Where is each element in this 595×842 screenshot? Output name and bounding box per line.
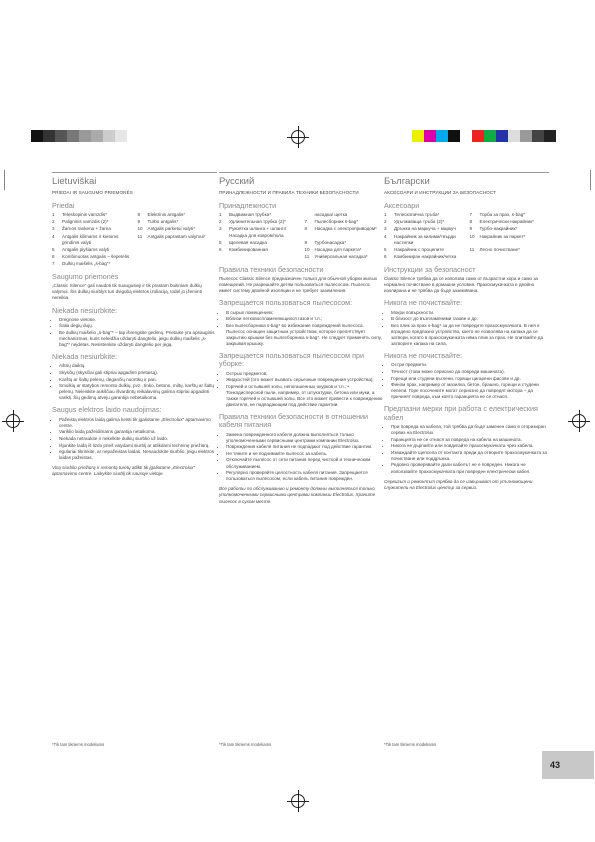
bullet-item: • egulariai tikrinkite, ar nepažeistas laidas. Nenaudokite siurblio, jeigu elektros laidas pažeistas. [59,449,217,461]
gray-swatch [67,130,79,142]
bullet-item: • Гаранцията не се отнася за повреда на кабела на машината. [391,437,549,443]
registration-mark-top-left [6,414,20,428]
color-swatch [532,130,544,142]
bullet-list [219,371,384,409]
accessory-item [138,234,218,246]
accessory-number: 10 [304,246,310,252]
accessory-label: Dulkių maišelis „s-bag“* [62,260,111,266]
accessory-label: Paligninis vamzdis (2)* [62,219,109,225]
accessory-item [305,254,385,260]
accessory-number: 10 [137,226,143,232]
page-number: 43 [542,751,594,779]
accessory-item [52,226,132,232]
crop-line-left [4,170,5,190]
gray-swatch [79,130,91,142]
accessory-label: Antgalis kilimams ir kietoms grindims valyti [62,233,119,245]
accessory-item [384,226,464,232]
accessory-label: Antgalis paprastam valymui* [147,233,206,239]
accessory-label: Комбинированная [229,246,268,252]
accessory-label: Kombinuotas antgalis – šepetėlis [62,253,130,259]
accessory-number: 5 [52,246,55,252]
bullet-item: • Никога не дърпайте или повдигайте прахосмукачката чрез кабела. [391,443,549,449]
closing-text: Все работы по обслуживанию и ремонту должны выполняться только уполномоченными сервисными центрами компании Electrolux. Храните пылесос в сухом месте. [219,486,376,504]
closing-note [52,465,217,477]
color-swatch [544,130,556,142]
bullet-item: • В сырых помещениях; [226,310,384,316]
bullet-item: • При повреда на кабела, той трябва да бъде заменен само в оторизиран сервиз на Electrolux. [391,424,549,436]
accessory-label: Лесно почистване* [479,246,520,252]
color-swatch [508,130,520,142]
accessory-number: 7 [304,219,308,225]
accessory-number [138,254,144,260]
accessory-label: Торба за прах, s-bag* [479,212,526,218]
column-russian [219,172,384,507]
accessory-item [384,219,464,225]
bullet-item: • Регулярно проверяйте целостность кабеля питания. Запрещается пользоваться пылесосом, если кабель питания поврежден. [226,470,384,482]
bullet-item: • Вблизи легковоспламеняющихся газов и т.п.; [226,316,384,322]
color-swatch [448,130,460,142]
bullet-item: • Karštų ar šaltų pelenų, degančių nuorūkų ir pan. [59,377,217,383]
column-subtitle: ПРИНАДЛЕЖНОСТИ И ПРАВИЛА ТЕХНИКИ БЕЗОПАСНОСТИ [219,190,359,195]
accessories-list [384,212,549,261]
bullet-item: • В близост до възпламеними газове и др. [391,316,549,322]
accessory-number: 8 [469,219,473,225]
accessory-number: 1 [384,212,387,218]
bullet-list [219,432,384,483]
bullet-item: • Замена поврежденного кабеля должна выполняться только уполномоченными сервисными центрами компании Electrolux. [226,432,384,444]
bullet-item: • Variklio laidą pažeidimams garantija netaikoma. [59,429,217,435]
accessory-item [138,247,218,253]
bullet-item: • Drėgnose vietose. [59,317,217,323]
accessory-item [305,226,385,238]
bullet-item: • Остри предмети. [391,362,549,368]
section-text: Пылесос Classic Silence предназначен только для обычной уборки жилых помещений. Не разрешайте детям пользоваться пылесосом. Пылесос имеет систему двойной изоляции и не требует заземления. [219,276,378,294]
accessory-number: 6 [384,253,387,259]
bullet-item: • Горячей и остывшей золы, непогашенных окурков и т.п.; • Тонкодисперсной пыли, например, от штукатурки, бетона или муки, а также горячей и остывшей золы. Все это может привести к повреждению двигателя, не подпадающим под действие гарантии. [226,384,384,408]
accessories-heading: Priedai [52,201,75,211]
accessory-number: 11 [137,233,143,239]
accessories-list [219,212,384,261]
accessory-number: 3 [52,226,55,232]
accessory-number: 11 [469,246,475,252]
accessory-number: 11 [304,253,310,259]
column-subtitle: PRIEDAI IR SAUGUMO PRIEMONĖS [52,190,133,195]
bullet-item: • Горещи или студени въглени, горящи цигарени фасове и др. [391,376,549,382]
accessory-item [219,240,299,246]
bullet-list [52,417,217,462]
accessory-item [138,219,218,225]
accessories-list [52,212,217,268]
footnote-russian: *Tik tam tikriems modeliams [219,742,272,747]
section-heading: Правила техники безопасности [219,264,324,274]
gray-swatch [55,130,67,142]
bullet-item: • Мокри повърхности. [391,310,549,316]
bullet-list [52,363,217,401]
accessory-item [470,219,550,225]
accessory-number: 1 [52,212,55,218]
accessory-number: 5 [384,246,387,252]
bullet-item: • Повреждения кабеля питания не подпадают под действие гарантии. [226,444,384,450]
accessory-label: Удължаваща тръба (2)* [394,219,445,225]
accessory-item [384,247,464,253]
bullet-item: • Šalia degių dujų. [59,323,217,329]
gray-swatch [31,130,43,142]
color-swatch [484,130,496,142]
section-heading: Niekada nesiurbkite: [52,305,118,315]
accessory-item [305,212,385,218]
accessory-label: Выдвижная трубка* [229,212,272,218]
footnote-lithuanian: *Tik tam tikriems modeliams [52,742,105,747]
accessory-item [138,212,218,218]
accessory-item [219,226,299,238]
accessory-number: 1 [219,212,222,218]
accessory-number: 4 [52,233,55,239]
closing-text: Сервизът и ремонтът трябва да се извършват от упълномощени служители на Electrolux център за сервиз. [384,478,533,490]
accessory-label: Teleskopinis vamzdis* [62,212,107,218]
registration-mark-right [572,414,586,428]
accessory-item [470,212,550,218]
accessory-item [52,261,132,267]
accessory-number: 5 [219,239,222,245]
bullet-item: • Редовно проверявайте дали кабелът не е повреден. Никога не използвайте прахосмукачката при повреден електрически кабел. [391,462,549,474]
closing-note [384,479,549,491]
bullet-item: • Острых предметов; [226,371,384,377]
accessory-label: Универсальная насадка* [314,253,368,259]
accessory-item [219,254,299,260]
column-lithuanian [52,172,217,480]
column-bulgarian [384,172,549,493]
section-heading: Инструкции за безопасност [384,264,476,274]
bullet-list [384,310,549,348]
accessory-item [52,234,132,246]
accessory-item [384,212,464,218]
gray-swatch [115,130,127,142]
accessory-label: Пылесборник s-bag* [314,219,359,225]
accessory-item [138,226,218,232]
bullet-item: • Smulkių ar statybos remonto dulkių, pvz., tinko, betono, miltų, karštų ar šaltų pelenų. Neleiskite aukščiau išvardintų reikalavimų galima stipriai apgadinti variklį. Šių gedimų atveju garantija nebetaikoma. [59,383,217,401]
accessory-label: Накрайник с процепите [394,246,444,252]
accessory-number: 9 [469,226,473,232]
accessory-number [138,261,144,267]
column-title: Русский [219,172,384,187]
accessory-label: Elektrinis antgalis* [147,212,186,218]
accessory-item [470,234,550,246]
accessory-number: 6 [52,253,55,259]
column-title: Български [384,172,549,187]
accessory-item [138,254,218,260]
color-swatch [436,130,448,142]
color-swatch [472,130,484,142]
accessory-label: Antgalis parketui valyti* [147,226,195,232]
accessory-item [470,254,550,260]
bullet-item: • Фином прах, например от мазилка, бетон, брашно, горещи и студени пепели. Горе посочените могат сериозно да повредят мотора – да причинят повреда, към която гаранцията не се отнася. [391,382,549,400]
closing-note [219,486,384,504]
bullet-list [52,317,217,348]
accessory-item [138,261,218,267]
section-heading: Saugumo priemonės [52,272,119,282]
bullet-item: • Niekada netraukite ir nekelkite dulkių siurblio už laido. [59,436,217,442]
closing-text: Visą siurblio priežiūrą ir remontą turėtų atlikti tik įgaliotame „Electrolux“ aptarnavimo centre. Laikykite siurblį tik sausoje vietoje. [52,465,195,477]
accessory-item [470,247,550,253]
color-swatch [520,130,532,142]
accessory-label: Turbo antgalis* [147,219,179,225]
accessory-item [219,219,299,225]
bullet-item: • Без плик за прах s-bag* за да не повредите прахосмукачката. В нея е вградено предпазно устройство, което не позволява на капака да се затвори, когато в прахосмукачката няма плик за прах. Не опитвайте да затворите капака на сила. [391,323,549,347]
accessory-item [305,247,385,253]
accessory-item [219,247,299,253]
color-bar [412,130,556,142]
grayscale-bar [31,130,127,142]
accessory-item [52,219,132,225]
accessory-label: Турбонасадка* [314,239,347,245]
accessory-number [138,247,144,253]
bullet-item: • Skysčių (skysčiai gali stipriai apgadinti prietaisą). [59,370,217,376]
color-swatch [496,130,508,142]
accessory-label: Комбиниран накрайник/четка [394,253,457,259]
section-heading: Niekada nesiurbkite: [52,352,118,362]
accessory-item [52,254,132,260]
accessory-item [470,226,550,232]
bullet-item: • Išjunkite laidą iš lizdo prieš valydami siurblį ar atlikdami techninę priežiūrą. [59,443,217,449]
accessory-number [470,254,476,260]
accessory-number: 4 [384,233,387,239]
registration-mark-bottom-center [291,794,305,808]
bullet-list [384,424,549,475]
accessory-label: Щелевая насадка [229,239,267,245]
accessory-number: 2 [384,219,387,225]
section-text: Classic Silence трябва да се използва само от възрастни хора и само за нормално почистване в домашни условия. Прахосмукачката е двойно изолирана и не трябва да бъде заземявана. [384,276,538,294]
accessory-item [384,254,464,260]
section-heading: Никога не почиствайте: [384,298,463,308]
accessory-number: 10 [469,233,475,239]
registration-mark-top-center [291,130,305,144]
footnote-bulgarian: *Tik tam tikriems modeliams [384,742,437,747]
bullet-item: • Отключайте пылесос от сети питания перед чисткой и техническим обслуживанием. [226,457,384,469]
bullet-item: • Не тяните и не поднимайте пылесос за кабель. [226,451,384,457]
accessory-label: Телескопична тръба* [394,212,440,218]
color-swatch [460,130,472,142]
accessory-label: Насадка с электроприводом* [314,226,377,232]
section-heading: Запрещается пользоваться пылесосом при уборке: [219,351,365,369]
gray-swatch [91,130,103,142]
bullet-item: • Течност (това може сериозно да повреди машината). [391,369,549,375]
crop-line-right [590,170,591,190]
bullet-item: • Без пылесборника s-bag* во избежание повреждений пылесоса. Пылесос оснащен защитным устройством, которое препятствует закрытию крышки без пылесборника s-bag*. Не следует применять силу, закрывая крышку. [226,323,384,347]
accessories-heading: Принадлежности [219,201,277,211]
bullet-item: • Be dulkių maišelio „s-bag“* – tap išvengsite gedimų. Prietaise yra apsauginis mechanizmas, kuris neleidžia uždaryti dangtelio, jeigu dulkių maišelis „s-bag“* neįdėtas. Nesistenkite uždaryti dangtelio per jėgą. [59,330,217,348]
accessory-number: 6 [219,246,222,252]
accessory-number: 2 [219,219,222,225]
section-heading: Правила техники безопасности в отношении кабеля питания [219,412,369,430]
accessory-number: 7 [52,260,55,266]
accessory-label: Насадка для паркета* [314,246,362,252]
section-heading: Запрещается пользоваться пылесосом: [219,298,353,308]
accessory-label: Накрайник за килими/твърди настилки [394,233,456,245]
accessory-number: 2 [52,219,55,225]
accessories-heading: Аксесоари [384,201,420,211]
accessory-number [305,212,311,218]
accessory-label: Antgalis plyšiams valyti [62,246,110,252]
accessory-label: Удлинительная трубка (2)* [229,219,286,225]
accessory-number: 9 [304,239,308,245]
accessory-number: 7 [469,212,473,218]
accessory-number: 9 [137,219,141,225]
accessory-item [52,212,132,218]
accessory-label: Рукоятка шланга + шланг4 Насадка для ковров/пола [229,226,287,238]
bullet-list [219,310,384,348]
accessory-number: 3 [219,226,222,232]
accessory-label: Žarnos rankena + žarna [62,226,111,232]
section-heading: Предпазни мерки при работа с електрическия кабел [384,404,538,422]
color-swatch [424,130,436,142]
accessory-label: Електрически накрайник* [479,219,534,225]
bullet-item: • Жидкостей (это может вызвать серьезные повреждения устройства); [226,377,384,383]
accessory-label: Дръжка на маркуча + маркуч [394,226,456,232]
section-heading: Никога не почиствайте: [384,351,463,361]
accessory-label: Накрайник за паркет* [479,233,526,239]
color-swatch [412,130,424,142]
section-heading: Saugus elektros laido naudojimas: [52,405,162,415]
gray-swatch [43,130,55,142]
bullet-list [384,362,549,400]
accessory-item [384,234,464,246]
column-subtitle: АКСЕСОАРИ И ИНСТРУКЦИИ ЗА БЕЗОПАСНОСТ [384,190,496,195]
accessory-number: 8 [304,226,308,232]
bullet-item: • Pažeistą elektros laidą galima keisti tik įgaliotame „Electrolux“ aptarnavimo centre. [59,417,217,429]
bullet-item: • Изваждайте щепсела от контакта преди да отворите прахосмукачката за почистване или поддръжка. [391,450,549,462]
accessory-number: 3 [384,226,387,232]
accessory-item [219,212,299,218]
accessory-label: насадка/ щетка [314,212,348,218]
section-text: „Classic Silence“ gali naudoti tik suaugusieji ir tik prastam buitiniam dulkių valymui. Šis dulkių siurblys turi dvigubą elektros izoliaciją, todėl jo įžeminti nereikia. [52,283,202,301]
bullet-item: • Aštrių daiktų. [59,363,217,369]
accessory-item [305,240,385,246]
gray-swatch [103,130,115,142]
accessory-item [52,247,132,253]
accessory-number [219,254,225,260]
accessory-label: Турбо-накрайник* [479,226,518,232]
accessory-item [305,219,385,225]
column-title: Lietuviškai [52,172,217,187]
accessory-number: 8 [137,212,141,218]
